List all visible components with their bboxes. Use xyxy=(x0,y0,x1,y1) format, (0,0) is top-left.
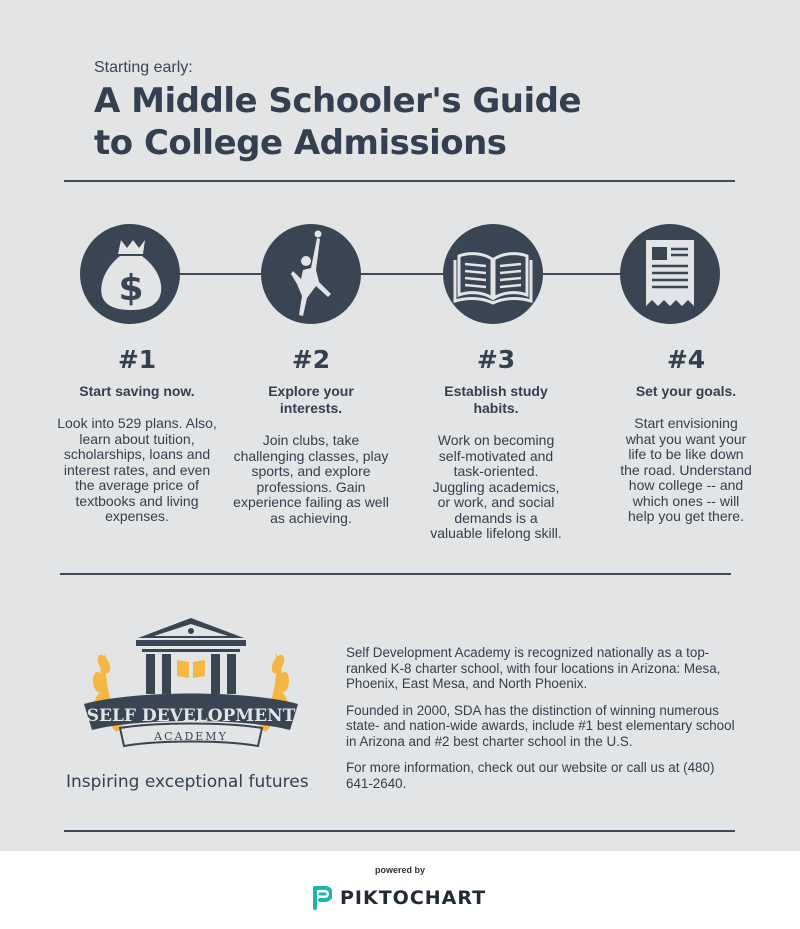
piktochart-brand-name: PIKTOCHART xyxy=(340,887,487,909)
step-3-circle xyxy=(443,224,543,324)
about-paragraph-1: Self Development Academy is recognized nationally as a top-ranked K-8 charter school, with four locations in Arizona: Mesa, Phoenix, East Mesa, and North Phoenix. xyxy=(346,645,721,691)
school-tagline: Inspiring exceptional futures xyxy=(66,772,309,792)
powered-by-label: powered by xyxy=(374,865,425,875)
step-2-number: #2 xyxy=(291,345,331,374)
about-section xyxy=(346,645,741,802)
svg-text:$: $ xyxy=(118,268,144,309)
step-3-body: Work on becoming self-motivated and task-oriented. Juggling academics, or work, and social demands is a valuable lifelong skill. xyxy=(430,432,562,541)
about-paragraph-2: Founded in 2000, SDA has the distinction of winning numerous state- and nation-wide awards, include #1 best elementary school in Arizona and #2 best charter school in the U.S. xyxy=(346,702,735,749)
building-icon xyxy=(136,618,246,701)
step-2 xyxy=(231,342,391,526)
step-4-circle xyxy=(620,224,720,324)
step-2-body: Join clubs, take challenging classes, play sports, and explore professions. Gain experience failing as well as achieving. xyxy=(233,432,389,526)
step-1-body: Look into 529 plans. Also, learn about tuition, scholarships, loans and interest rates, and even the average price of textbooks and living expenses. xyxy=(57,415,217,524)
step-3 xyxy=(416,342,576,542)
money-bag-icon xyxy=(80,224,180,324)
logo-text-line1: SELF DEVELOPMENT xyxy=(86,706,296,726)
step-4-number: #4 xyxy=(666,345,706,374)
divider-bottom xyxy=(64,830,735,832)
logo-text-line2: ACADEMY xyxy=(154,730,228,743)
school-logo xyxy=(76,612,306,767)
page-title xyxy=(94,80,581,164)
step-1-heading: Start saving now. xyxy=(79,383,195,399)
kicker: Starting early: xyxy=(94,59,193,76)
step-4-body: Start envisioning what you want your life to be like down the road. Understand how college -- and which ones -- will help you get there. xyxy=(620,415,752,524)
steps-connector-line xyxy=(120,273,680,275)
open-book-icon xyxy=(443,224,543,324)
step-4-heading: Set your goals. xyxy=(635,383,737,399)
about-paragraph-3: For more information, check out our website or call us at (480) 641-2640. xyxy=(346,760,715,791)
title-line-1: A Middle Schooler's Guide xyxy=(94,81,582,121)
document-icon xyxy=(620,224,720,324)
step-2-circle xyxy=(261,224,361,324)
step-1-circle xyxy=(80,224,180,324)
divider-top xyxy=(64,180,735,182)
title-line-2: to College Admissions xyxy=(94,123,507,163)
footer xyxy=(0,851,800,929)
step-3-heading: Establish study habits. xyxy=(444,383,548,416)
divider-middle xyxy=(60,573,731,575)
athlete-icon xyxy=(261,224,361,324)
step-4 xyxy=(606,342,766,525)
piktochart-brand[interactable] xyxy=(312,885,486,911)
piktochart-logo-icon xyxy=(312,885,332,911)
step-1 xyxy=(57,342,217,525)
step-3-number: #3 xyxy=(476,345,516,374)
step-2-heading: Explore your interests. xyxy=(268,383,354,416)
step-1-number: #1 xyxy=(117,345,157,374)
